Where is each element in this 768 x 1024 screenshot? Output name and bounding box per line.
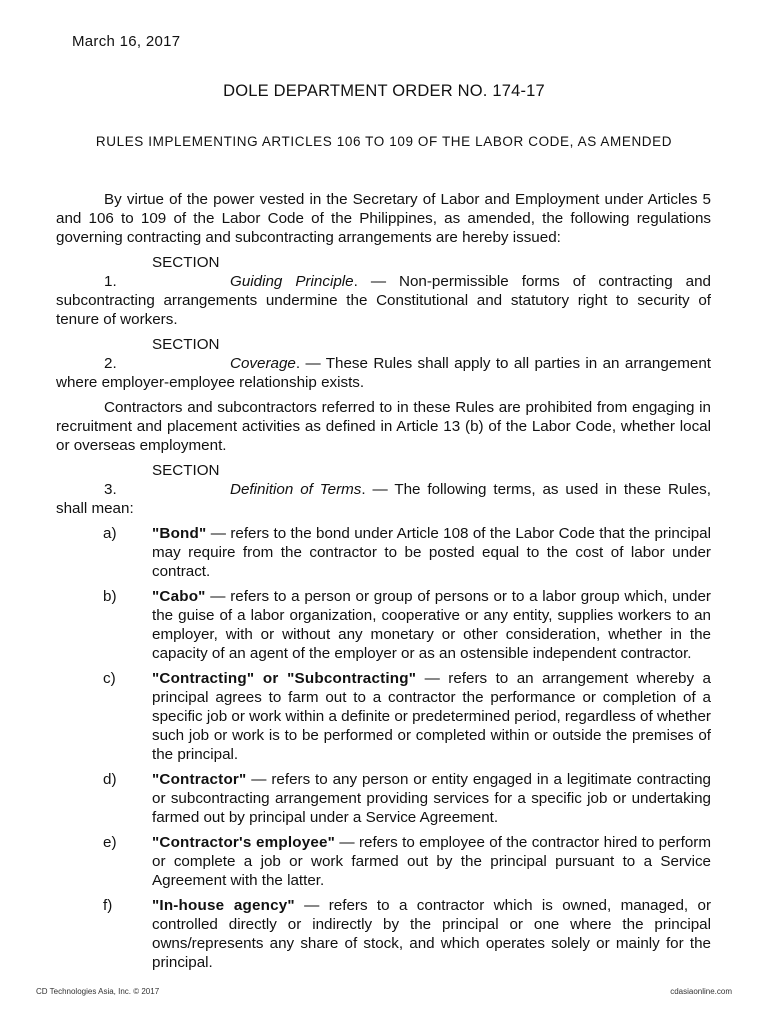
section-1-label: SECTION 1. <box>104 254 220 290</box>
definition-letter: a) <box>103 525 117 542</box>
definition-text: — refers to an arrangement whereby a principal agrees to farm out to a contractor the performance or completion of a specific job or work within a definite or predetermined period, regardless of whether such job or work is to be performed or completed within or outside the premises of the principal. <box>152 670 711 763</box>
section-2-paragraph-2: Contractors and subcontractors referred to in these Rules are prohibited from engaging in recruitment and placement activities as defined in Article 13 (b) of the Labor Code, whether local or overseas employment. <box>56 399 711 454</box>
definition-item <box>56 587 711 663</box>
order-title: DOLE DEPARTMENT ORDER NO. 174-17 <box>223 82 545 100</box>
section-3-heading: Definition of Terms <box>230 481 362 498</box>
definition-item <box>56 770 711 827</box>
definition-text: — refers to any person or entity engaged in a legitimate contracting or subcontracting arrangement providing services for a specific job or undertaking farmed out by principal under a Service Agreement. <box>152 771 711 826</box>
document-date: March 16, 2017 <box>72 33 181 50</box>
definition-term: "Cabo" <box>152 588 206 605</box>
section-1-text: . — Non-permissible forms of contracting and subcontracting arrangements undermine the Constitutional and statutory right to security of tenure of workers. <box>56 273 711 328</box>
section-3-label: SECTION 3. <box>104 462 220 498</box>
section-3-paragraph <box>56 461 711 518</box>
definition-text: — refers to a person or group of persons or to a labor group which, under the guise of a labor organization, cooperative or any entity, supplies workers to an employer, with or without any monetary or other consideration, whether in the capacity of an agent of the employer or as an ostensible independent contractor. <box>152 588 711 662</box>
footer-copyright: CD Technologies Asia, Inc. © 2017 <box>36 987 160 996</box>
definition-letter: c) <box>103 670 116 687</box>
document-subtitle: RULES IMPLEMENTING ARTICLES 106 TO 109 OF THE LABOR CODE, AS AMENDED <box>95 134 673 149</box>
section-3-text: . — The following terms, as used in these Rules, shall mean: <box>56 481 711 517</box>
section-1-paragraph <box>56 253 711 329</box>
section-2-paragraph <box>56 335 711 392</box>
definition-text: — refers to a contractor which is owned, managed, or controlled directly or indirectly by the principal or one where the principal owns/represents any share of stock, and which operates solely or mainly for the principal. <box>152 897 712 971</box>
definition-term: "Contracting" or "Subcontracting" <box>152 670 417 687</box>
definition-term: "Bond" <box>152 525 207 542</box>
definition-letter: e) <box>103 834 117 851</box>
definition-item <box>56 669 711 764</box>
definition-letter: b) <box>103 588 117 605</box>
definition-text: — refers to the bond under Article 108 of the Labor Code that the principal may require from the contractor to be posted equal to the cost of labor under contract. <box>152 525 711 580</box>
preamble-paragraph: By virtue of the power vested in the Secretary of Labor and Employment under Articles 5 and 106 to 109 of the Labor Code of the Philippines, as amended, the following regulations governing contracting and subcontracting arrangements are hereby issued: <box>56 191 711 246</box>
definition-item <box>56 524 711 581</box>
section-2-text: . — These Rules shall apply to all parties in an arrangement where employer-employee relationship exists. <box>56 355 711 391</box>
section-2-label: SECTION 2. <box>104 336 220 372</box>
footer-website: cdasiaonline.com <box>670 987 732 996</box>
definition-letter: d) <box>103 771 117 788</box>
definition-letter: f) <box>103 897 113 914</box>
definition-term: "Contractor" <box>152 771 247 788</box>
definition-item <box>56 896 711 972</box>
section-2-heading: Coverage <box>230 355 296 372</box>
document-body <box>56 190 711 978</box>
definition-item <box>56 833 711 890</box>
definition-term: "Contractor's employee" <box>152 834 336 851</box>
definition-text: — refers to employee of the contractor hired to perform or complete a job or work farmed out by the principal pursuant to a Service Agreement with the latter. <box>152 834 711 889</box>
section-1-heading: Guiding Principle <box>230 273 354 290</box>
definitions-list <box>56 524 711 972</box>
definition-term: "In-house agency" <box>152 897 295 914</box>
